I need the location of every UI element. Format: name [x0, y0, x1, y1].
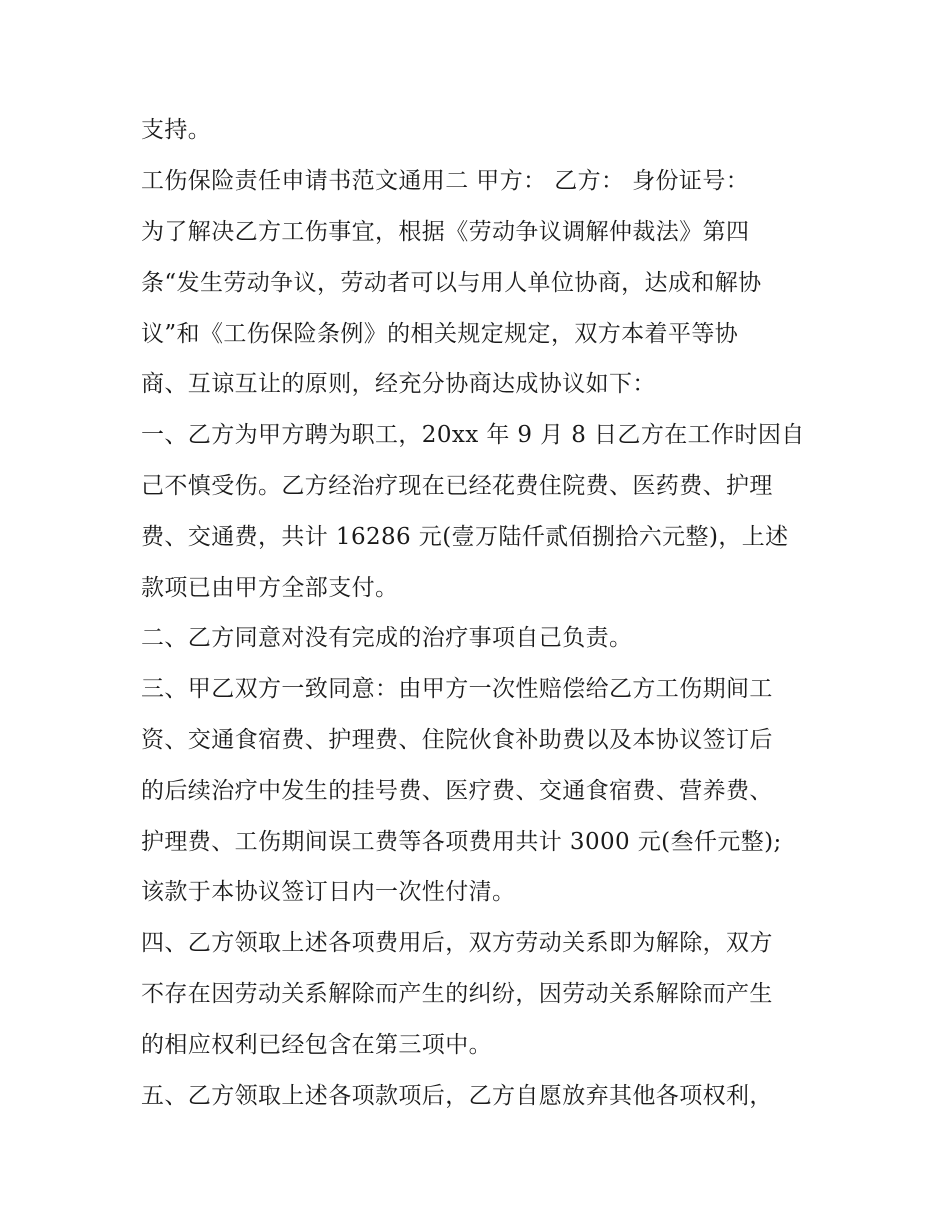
text-line: 的相应权利已经包含在第三项中。	[141, 1032, 492, 1058]
text-line: 款项已由甲方全部支付。	[141, 575, 399, 601]
text-line: 资、交通食宿费、护理费、住院伙食补助费以及本协议签订后	[141, 727, 773, 753]
text-line: 商、互谅互让的原则，经充分协商达成协议如下：	[141, 371, 656, 397]
clause-three-line: 三、甲乙双方一致同意：由甲方一次性赔偿给乙方工伤期间工	[141, 676, 773, 702]
clause-one-line: 一、乙方为甲方聘为职工，20xx 年 9 月 8 日乙方在工作时因自	[141, 422, 805, 448]
text-line: 费、交通费，共计 16286 元(壹万陆仟贰佰捌拾六元整)，上述	[141, 524, 789, 550]
text-line: 己不慎受伤。乙方经治疗现在已经花费住院费、医药费、护理	[141, 473, 773, 499]
text-line: 为了解决乙方工伤事宜，根据《劳动争议调解仲裁法》第四	[141, 219, 750, 245]
text-line: 议”和《工伤保险条例》的相关规定规定，双方本着平等协	[141, 321, 739, 347]
clause-five-line: 五、乙方领取上述各项款项后，乙方自愿放弃其他各项权利，	[141, 1083, 773, 1109]
text-line: 该款于本协议签订日内一次性付清。	[141, 879, 516, 905]
text-line: 的后续治疗中发生的挂号费、医疗费、交通食宿费、营养费、	[141, 778, 773, 804]
text-line: 不存在因劳动关系解除而产生的纠纷，因劳动关系解除而产生	[141, 981, 773, 1007]
text-line: 条“发生劳动争议，劳动者可以与用人单位协商，达成和解协	[141, 270, 762, 296]
text-line: 支持。	[141, 117, 212, 143]
clause-four-line: 四、乙方领取上述各项费用后，双方劳动关系即为解除，双方	[141, 930, 773, 956]
text-line: 护理费、工伤期间误工费等各项费用共计 3000 元(叁仟元整);	[141, 829, 782, 855]
section-heading-line: 工伤保险责任申请书范文通用二 甲方： 乙方： 身份证号：	[141, 168, 750, 194]
clause-two-line: 二、乙方同意对没有完成的治疗事项自己负责。	[141, 625, 633, 651]
